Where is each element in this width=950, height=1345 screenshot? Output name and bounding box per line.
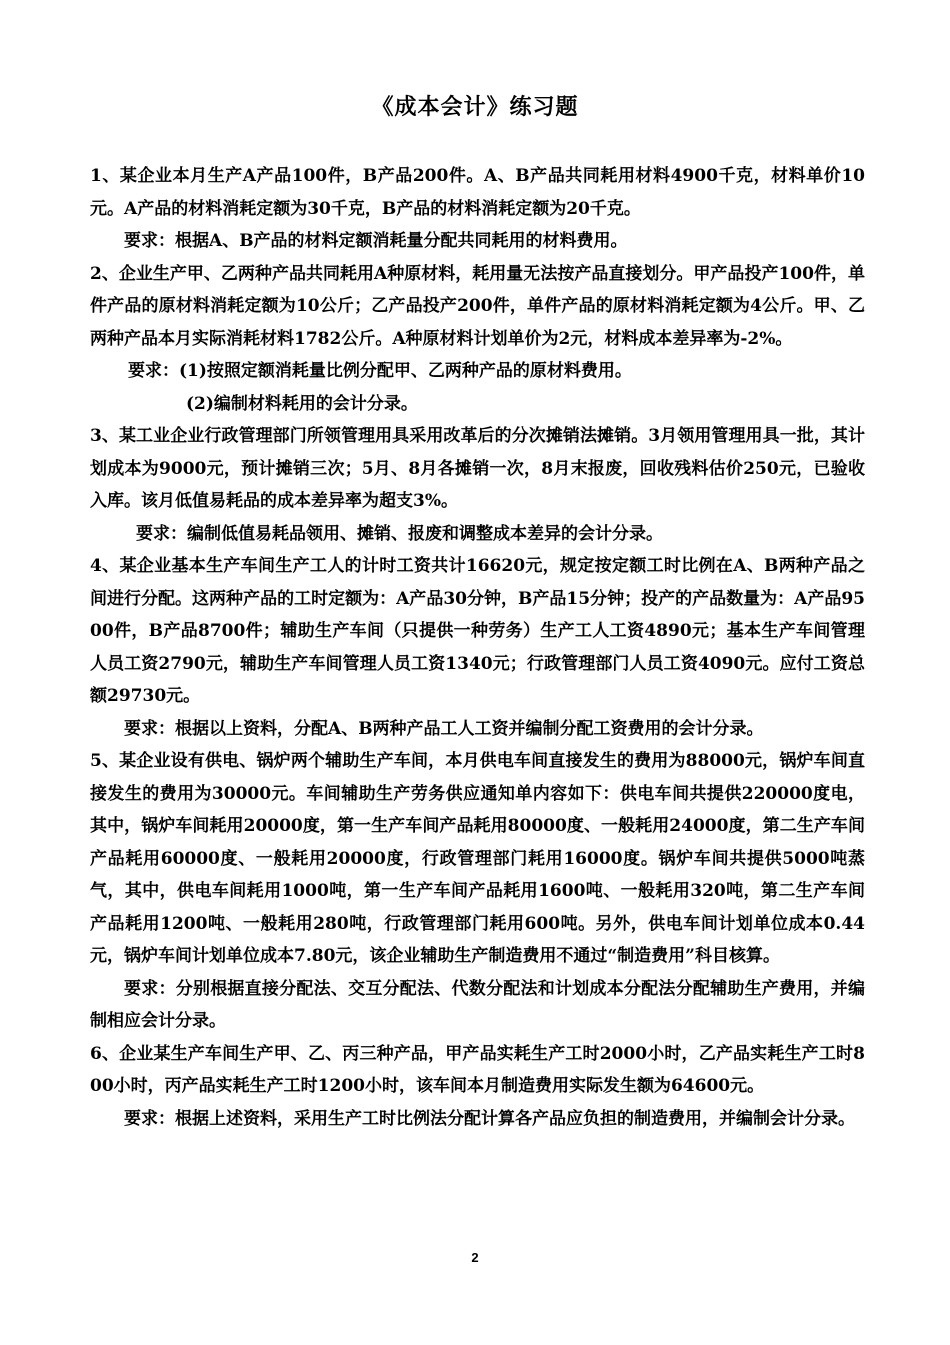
document-title: 《成本会计》练习题 (371, 94, 579, 120)
page-number: 2 (471, 1250, 479, 1265)
question-4-body: 4、某企业基本生产车间生产工人的计时工资共计16620元，规定按定额工时比例在A、B两种产品之间进行分配。这两种产品的工时定额为：A产品30分钟，B产品15分钟；投产的产品数量为：A产品9500件，B产品8700件；辅助生产车间（只提供一种劳务）生产工人工资4890元；基本生产车间管理人员工资2790元，辅助生产车间管理人员工资1340元；行政管理部门人员工资4090元。应付工资总额29730元。 (90, 556, 865, 706)
question-4-requirement: 要求：根据以上资料，分配A、B两种产品工人工资并编制分配工资费用的会计分录。 (124, 718, 764, 739)
question-2-requirement-2: (2)编制材料耗用的会计分录。 (186, 393, 418, 414)
question-3-requirement: 要求：编制低值易耗品领用、摊销、报废和调整成本差异的会计分录。 (136, 523, 663, 544)
question-2-body: 2、企业生产甲、乙两种产品共同耗用A种原材料，耗用量无法按产品直接划分。甲产品投产100件，单件产品的原材料消耗定额为10公斤；乙产品投产200件，单件产品的原材料消耗定额为4公斤。甲、乙两种产品本月实际消耗材料1782公斤。A种原材料计划单价为2元，材料成本差异率为-2%。 (90, 263, 865, 349)
question-6-requirement: 要求：根据上述资料，采用生产工时比例法分配计算各产品应负担的制造费用，并编制会计分录。 (124, 1108, 855, 1129)
question-1-body: 1、某企业本月生产A产品100件，B产品200件。A、B产品共同耗用材料4900千克，材料单价10元。A产品的材料消耗定额为30千克，B产品的材料消耗定额为20千克。 (90, 166, 865, 219)
questions-list (90, 160, 865, 1135)
question-5-body: 5、某企业设有供电、锅炉两个辅助生产车间，本月供电车间直接发生的费用为88000元，锅炉车间直接发生的费用为30000元。车间辅助生产劳务供应通知单内容如下：供电车间共提供220000度电，其中，锅炉车间耗用20000度，第一生产车间产品耗用80000度、一般耗用24000度，第二生产车间产品耗用60000度、一般耗用20000度，行政管理部门耗用16000度。锅炉车间共提供5000吨蒸气，其中，供电车间耗用1000吨，第一生产车间产品耗用1600吨、一般耗用320吨，第二生产车间产品耗用1200吨、一般耗用280吨，行政管理部门耗用600吨。另外，供电车间计划单位成本0.44元，锅炉车间计划单位成本7.80元，该企业辅助生产制造费用不通过“制造费用”科目核算。 (90, 751, 865, 966)
question-1-requirement: 要求：根据A、B产品的材料定额消耗量分配共同耗用的材料费用。 (124, 231, 628, 251)
question-6-body: 6、企业某生产车间生产甲、乙、丙三种产品，甲产品实耗生产工时2000小时，乙产品实耗生产工时800小时，丙产品实耗生产工时1200小时，该车间本月制造费用实际发生额为64600元。 (90, 1043, 865, 1096)
question-5-requirement: 要求：分别根据直接分配法、交互分配法、代数分配法和计划成本分配法分配辅助生产费用，并编制相应会计分录。 (90, 978, 865, 1031)
question-3-body: 3、某工业企业行政管理部门所领管理用具采用改革后的分次摊销法摊销。3月领用管理用具一批，其计划成本为9000元，预计摊销三次；5月、8月各摊销一次，8月末报废，回收残料估价250元，已验收入库。该月低值易耗品的成本差异率为超支3%。 (90, 426, 865, 511)
question-2-requirement-1: 要求：(1)按照定额消耗量比例分配甲、乙两种产品的原材料费用。 (128, 361, 632, 381)
